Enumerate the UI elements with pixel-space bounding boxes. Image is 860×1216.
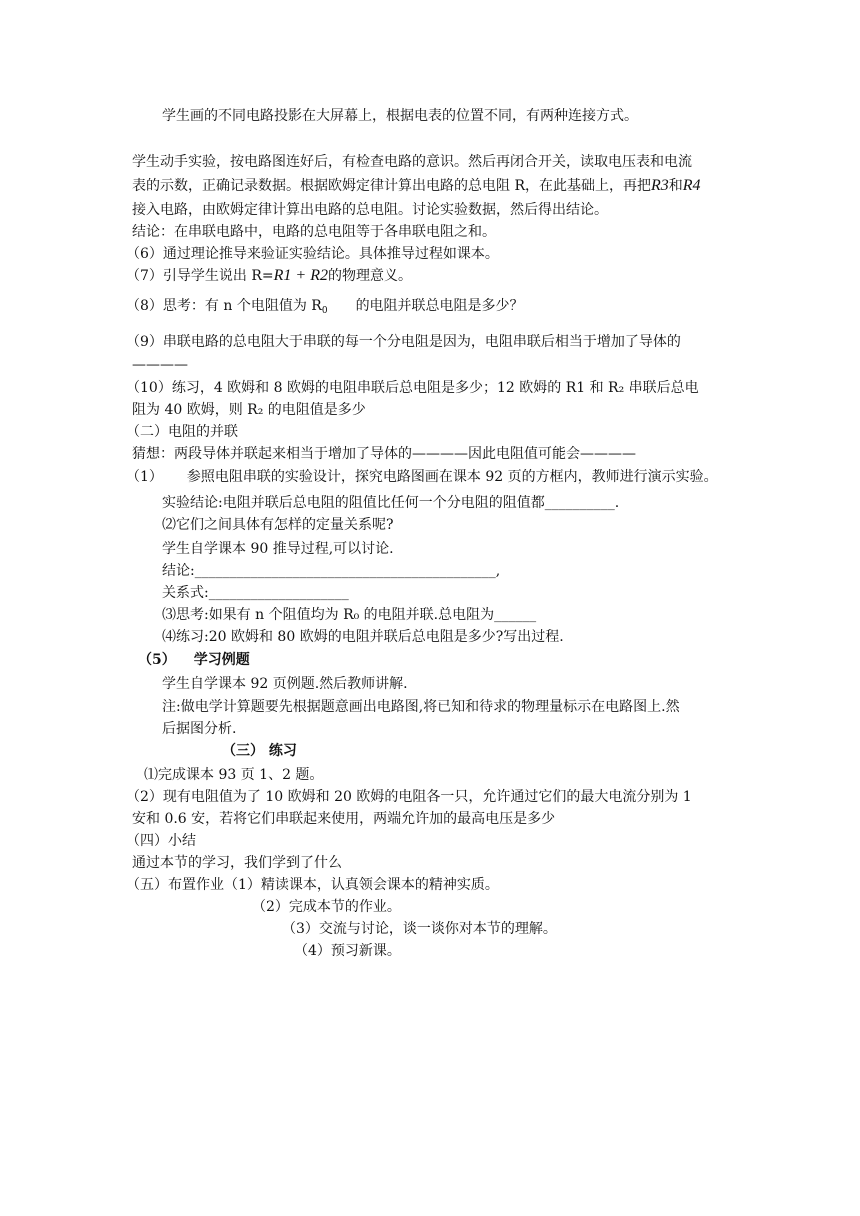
conclusion-blank: 结论:___________________________________________, xyxy=(162,563,501,579)
item-7: （7）引导学生说出 R=R1 + R2的物理意义。 xyxy=(126,267,412,284)
guess-paragraph: 猜想：两段导体并联起来相当于增加了导体的————因此电阻值可能会———— xyxy=(132,446,636,462)
item-9-blank: ———— xyxy=(132,357,188,373)
conclusion-series: 结论：在串联电路中，电路的总电阻等于各串联电阻之和。 xyxy=(132,224,496,240)
item-10-line2: 阻为 40 欧姆，则 R₂ 的电阻值是多少 xyxy=(132,402,366,418)
experiment-conclusion-parallel: 实验结论:电阻并联后总电阻的阻值比任何一个分电阻的阻值都__________. xyxy=(162,495,620,511)
practice-heading: （三） 练习 xyxy=(222,743,297,759)
parallel-item-2: ⑵它们之间具体有怎样的定量关系呢? xyxy=(162,517,394,533)
section-parallel-heading: （二）电阻的并联 xyxy=(126,424,238,440)
summary-text: 通过本节的学习，我们学到了什么 xyxy=(132,855,342,871)
parallel-item-4: ⑷练习:20 欧姆和 80 欧姆的电阻并联后总电阻是多少?写出过程. xyxy=(162,629,564,645)
parallel-item-1: （1） 参照电阻串联的实验设计，探究电路图画在课本 92 页的方框内，教师进行演示实验。 xyxy=(126,469,718,485)
practice-item-1: ⑴完成课本 93 页 1、2 题。 xyxy=(144,767,324,783)
item-10-line1: （10）练习，4 欧姆和 8 欧姆的电阻串联后总电阻是多少；12 欧姆的 R1 和 R₂ 串联后总电 xyxy=(126,380,699,396)
item-8: （8）思考：有 n 个电阻值为 $R_0$ 的电阻并联总电阻是多少？ xyxy=(126,298,524,316)
paragraph-experiment-line1: 学生动手实验，按电路图连好后，有检查电路的意识。然后再闭合开关，读取电压表和电流 xyxy=(132,154,692,170)
self-study-note: 学生自学课本 90 推导过程,可以讨论. xyxy=(162,541,394,557)
paragraph-projection: 学生画的不同电路投影在大屏幕上，根据电表的位置不同，有两种连接方式。 xyxy=(162,108,638,124)
practice-item-2-line1: （2）现有电阻值为了 10 欧姆和 20 欧姆的电阻各一只，允许通过它们的最大电流分别为 1 xyxy=(126,789,692,805)
note-line2: 后据图分析. xyxy=(162,721,237,737)
homework-item-4: （4）预习新课。 xyxy=(294,943,401,959)
homework-item-1: （五）布置作业（1）精读课本，认真领会课本的精神实质。 xyxy=(126,877,499,893)
paragraph-experiment-line3: 接入电路，由欧姆定律计算出电路的总电阻。讨论实验数据，然后得出结论。 xyxy=(132,202,608,218)
practice-item-2-line2: 安和 0.6 安，若将它们串联起来使用，两端允许加的最高电压是多少 xyxy=(132,811,556,827)
relation-blank: 关系式:____________________ xyxy=(162,585,349,601)
homework-item-3: （3）交流与讨论，谈一谈你对本节的理解。 xyxy=(282,921,557,937)
item-9: （9）串联电路的总电阻大于串联的每一个分电阻是因为，电阻串联后相当于增加了导体的 xyxy=(126,334,681,350)
parallel-item-3: ⑶思考:如果有 n 个阻值均为 R₀ 的电阻并联.总电阻为______ xyxy=(162,607,537,623)
homework-item-2: （2）完成本节的作业。 xyxy=(252,899,401,915)
paragraph-experiment-line2: 表的示数，正确记录数据。根据欧姆定律计算出电路的总电阻 R，在此基础上，再把R3和R4 xyxy=(132,177,701,194)
note-line1: 注:做电学计算题要先根据题意画出电路图,将已知和待求的物理量标示在电路图上.然 xyxy=(162,699,680,715)
example-heading: （5） 学习例题 xyxy=(138,652,250,668)
summary-heading: （四）小结 xyxy=(126,833,196,849)
example-self-study: 学生自学课本 92 页例题.然后教师讲解. xyxy=(162,676,408,692)
item-6: （6）通过理论推导来验证实验结论。具体推导过程如课本。 xyxy=(126,246,499,262)
